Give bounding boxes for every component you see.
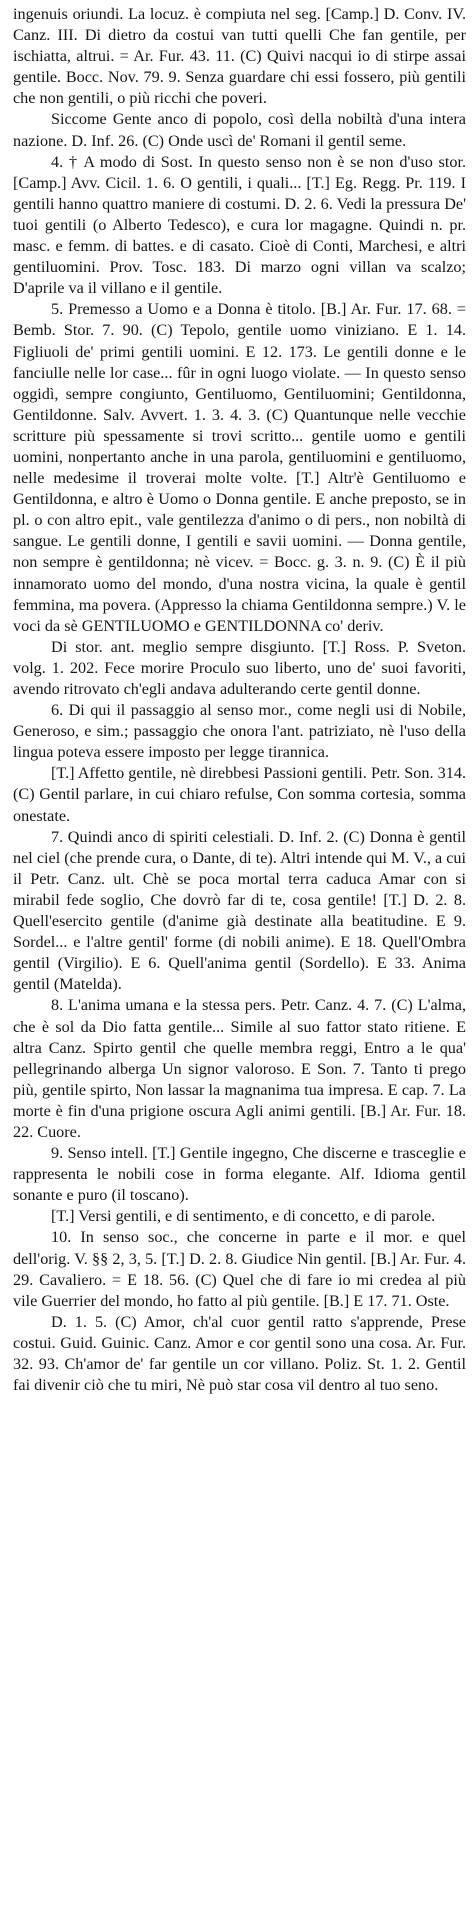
entry-paragraph-sense-10: 10. In senso soc., che concerne in parte e il mor. e quel dell'orig. V. §§ 2, 3, 5. [T.] D. 2. 8. Giudice Nin gentil. [B.] Ar. Fur. 4. 29. Cavaliero. = E 18. 56. (C) Quel che di fare io mi credea al più vile Guerrier del mondo, ho fatto al più gentile. [B.] E 17. 71. Oste. [13, 1228, 466, 1310]
entry-paragraph-ingenuis: ingenuis oriundi. La locuz. è compiuta nel seg. [Camp.] D. Conv. IV. Canz. III. Di dietro da costui van tutti quelli Che fan gentile, per ischiatta, altrui. = Ar. Fur. 43. 11. (C) Quivi nacqui io di stirpe assai gentile. Bocc. Nov. 79. 9. Senza guardare chi essi fossero, più gentili che non gentili, o più ricchi che poveri. [13, 5, 466, 108]
entry-paragraph-sense-5: 5. Premesso a Uomo e a Donna è titolo. [B.] Ar. Fur. 17. 68. = Bemb. Stor. 7. 90. (C) Tepolo, gentile uomo viniziano. E 1. 14. Figliuoli de' primi gentili uomini. E 12. 173. Le gentili donne e le fanciulle nelle lor case... fûr in ogni luogo violate. — In questo senso oggidì, sempre congiunto, Gentiluomo, Gentiluomini; Gentildonna, Gentildonne. Salv. Avvert. 1. 3. 4. 3. (C) Quantunque nelle vecchie scritture più spessamente si trovi scritto... gentile uomo e gentili uomini, nonpertanto anche in una parola, gentiluomini e gentiluomo, nelle medesime il troverai molte volte. [T.] Altr'è Gentiluomo e Gentildonna, e altro è Uomo o Donna gentile. E anche preposto, se in pl. o con altro epit., vale gentilezza d'animo o di pers., non nobiltà di sangue. Le gentili donne, I gentili e savii uomini. — Donna gentile, non sempre è gentildonna; nè vicev. = Bocc. g. 3. n. 9. (C) È il più innamorato uomo del mondo, d'una nostra vicina, la quale è gentil femmina, ma povera. (Appresso la chiama Gentildonna sempre.) V. le voci da sè GENTILUOMO e GENTILDONNA co' deriv. [13, 300, 466, 635]
entry-paragraph-siccome: Siccome Gente anco di popolo, così della nobiltà d'una intera nazione. D. Inf. 26. (C) Onde uscì de' Romani il gentil seme. [13, 110, 466, 150]
entry-paragraph-sense-11: D. 1. 5. (C) Amor, ch'al cuor gentil ratto s'apprende, Prese costui. Guid. Guinic. Canz. Amor e cor gentil sono una cosa. Ar. Fur. 32. 93. Ch'amor de' far gentile un cor villano. Poliz. St. 1. 2. Gentil fai divenir ciò che tu miri, Nè può star cosa vil dentro al tuo seno. [13, 1312, 466, 1395]
entry-paragraph-sense-9-examples: [T.] Versi gentili, e di sentimento, e di concetto, e di parole. [51, 1207, 436, 1226]
entry-paragraph-sense-6: 6. Di qui il passaggio al senso mor., come negli usi di Nobile, Generoso, e sim.; passaggio che onora l'ant. patriziato, nè l'uso della lingua poteva essere imposto per legge tirannica. [13, 701, 466, 762]
entry-paragraph-sense-7: 7. Quindi anco di spiriti celestiali. D. Inf. 2. (C) Donna è gentil nel ciel (che prende cura, o Dante, di te). Altri intende qui M. V., a cui il Petr. Canz. ult. Chè se poca mortal terra caduca Amar con si mirabil fede soglio, Che dovrò far di te, cosa gentile! [T.] D. 2. 8. Quell'esercito gentile (d'anime già destinate alla beatitudine. E 9. Sordel... e l'altre gentil' forme (di nobili anime). E 18. Quell'Ombra gentil (Virgilio). E 6. Quell'anima gentil (Sordello). E 33. Anima gentil (Matelda). [13, 827, 466, 994]
entry-paragraph-sense-6-examples: [T.] Affetto gentile, nè direbbesi Passioni gentili. Petr. Son. 314. (C) Gentil parlare, in cui chiaro refulse, Con somma cortesia, somma onestate. [13, 764, 466, 825]
entry-paragraph-di-stor: Di stor. ant. meglio sempre disgiunto. [T.] Ross. P. Sveton. volg. 1. 202. Fece morire Proculo suo liberto, uno de' suoi favoriti, avendo ritrovato ch'egli andava adulterando certe gentil donne. [13, 637, 466, 698]
entry-paragraph-sense-4: 4. † A modo di Sost. In questo senso non è se non d'uso stor. [Camp.] Avv. Cicil. 1. 6. O gentili, i quali... [T.] Eg. Regg. Pr. 119. I gentili hanno quattro maniere di costumi. D. 2. 6. Vedi la pressura De' tuoi gentili (o Alberto Tedesco), e cura lor magagne. Quindi n. pr. masc. e femm. di battes. e di casato. Cioè di Conti, Marchesi, e altri gentiluomini. Prov. Tosc. 183. Di marzo ogni villan va scalzo; D'aprile va il villano e il gentile. [13, 152, 466, 298]
entry-paragraph-sense-9: 9. Senso intell. [T.] Gentile ingegno, Che discerne e trasceglie e rappresenta le nobili cose in forma elegante. Alf. Idioma gentil sonante e puro (il toscano). [13, 1144, 466, 1205]
entry-paragraph-sense-8: 8. L'anima umana e la stessa pers. Petr. Canz. 4. 7. (C) L'alma, che è sol da Dio fatta gentile... Simile al suo fattor stato ritiene. E altra Canz. Spirto gentil che quelle membra reggi, Entro a le qua' pellegrinando alberga Un signor valoroso. E Son. 7. Tanto ti prego più, gentile spirto, Non lassar la magnanima tua impresa. E cap. 7. La morte è fin d'una prigione oscura Agli animi gentili. [B.] Ar. Fur. 18. 22. Cuore. [13, 996, 466, 1141]
